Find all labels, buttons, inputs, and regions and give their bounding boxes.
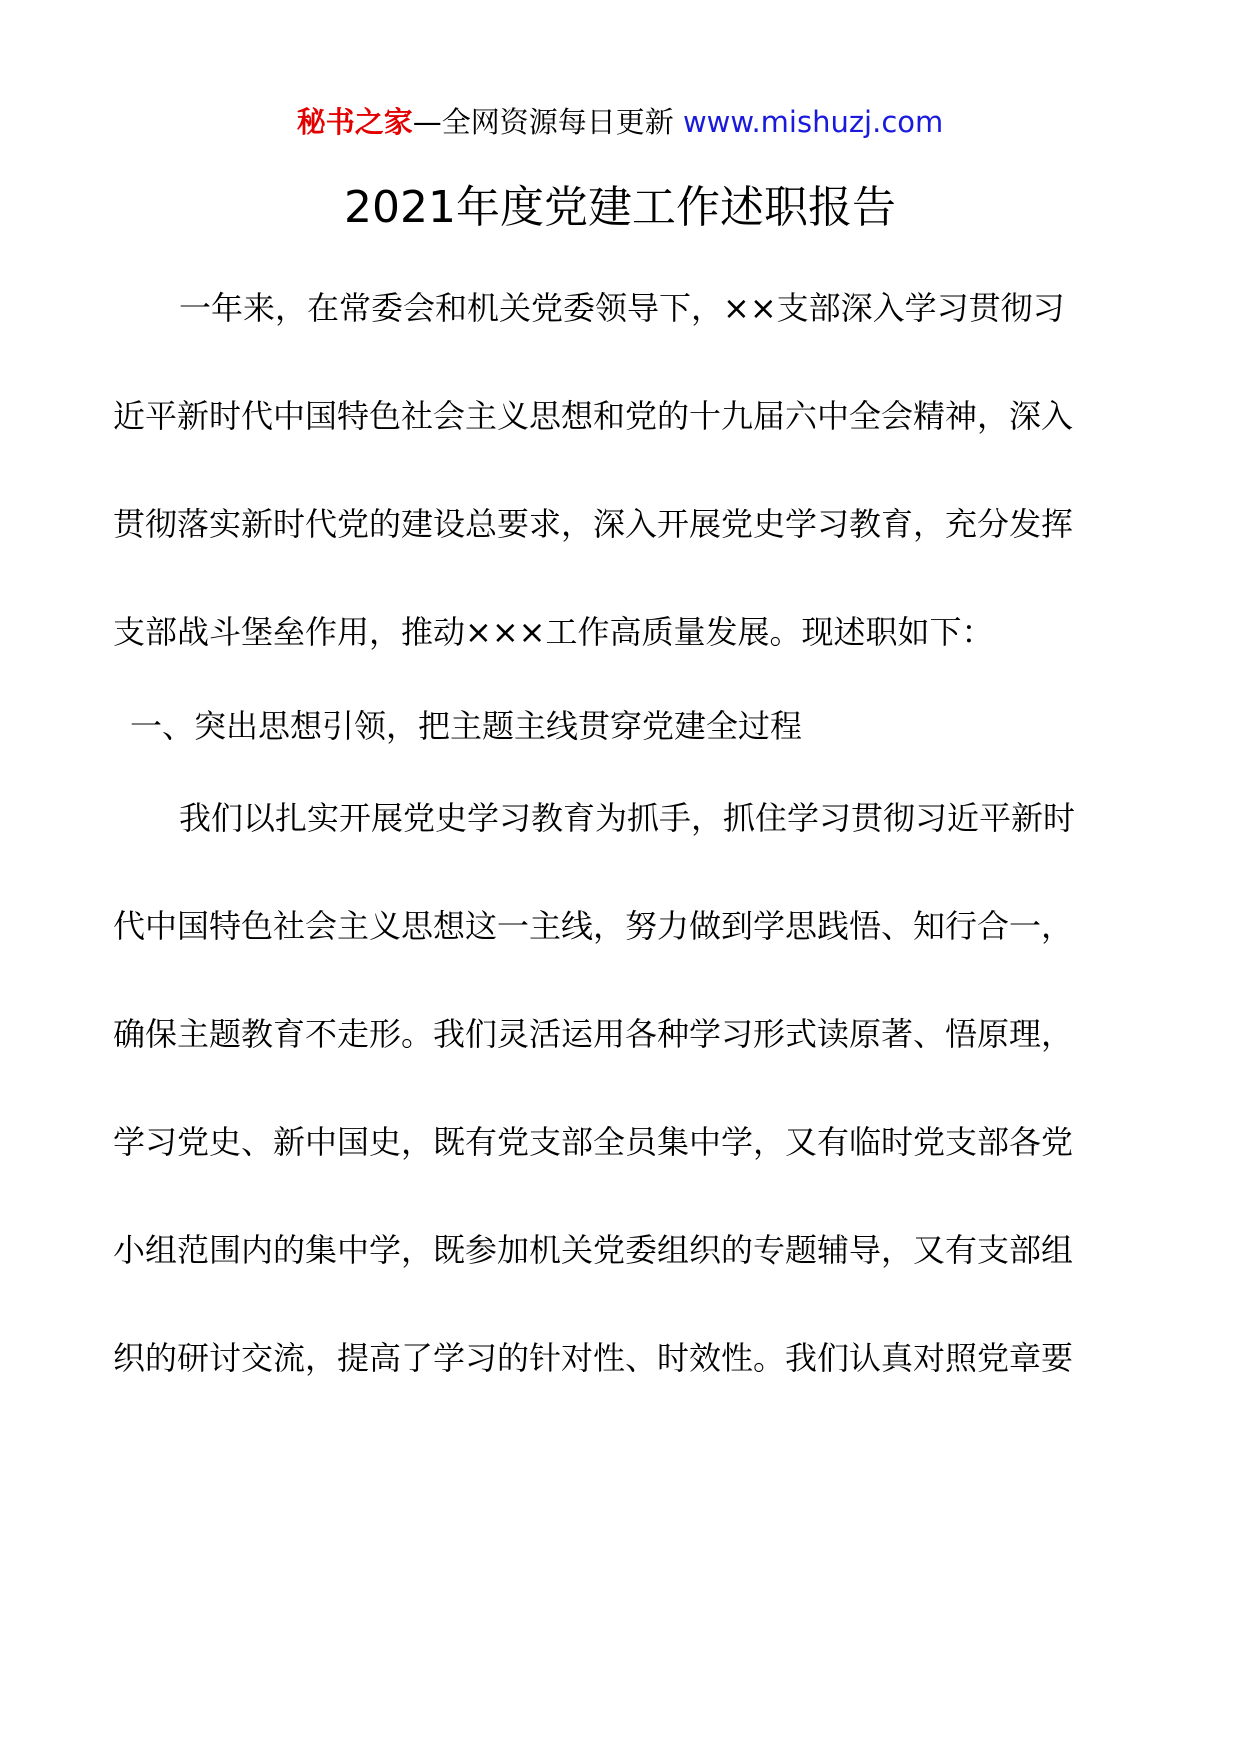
- document-title: 2021年度党建工作述职报告: [344, 182, 896, 233]
- intro-line-2: 近平新时代中国特色社会主义思想和党的十九届六中全会精神，深入: [113, 397, 1074, 435]
- intro-line-4: 支部战斗堡垒作用，推动×××工作高质量发展。现述职如下：: [113, 613, 994, 651]
- section-1-line-4: 学习党史、新中国史，既有党支部全员集中学，又有临时党支部各党: [113, 1123, 1074, 1161]
- section-1-line-5: 小组范围内的集中学，既参加机关党委组织的专题辅导，又有支部组: [113, 1231, 1074, 1269]
- section-1-heading: 一、突出思想引领，把主题主线贯穿党建全过程: [130, 707, 803, 745]
- site-url-link[interactable]: www.mishuzj.com: [682, 105, 944, 139]
- section-1-line-6: 织的研讨交流，提高了学习的针对性、时效性。我们认真对照党章要: [113, 1339, 1074, 1377]
- section-1-line-2: 代中国特色社会主义思想这一主线，努力做到学思践悟、知行合一，: [113, 907, 1074, 945]
- site-header: [0, 102, 1240, 142]
- section-1-line-1: 我们以扎实开展党史学习教育为抓手，抓住学习贯彻习近平新时: [179, 799, 1076, 837]
- intro-line-1: 一年来，在常委会和机关党委领导下，××支部深入学习贯彻习: [179, 289, 1065, 327]
- header-tagline: —全网资源每日更新: [412, 105, 674, 139]
- brand-name: 秘书之家: [296, 105, 413, 139]
- intro-line-3: 贯彻落实新时代党的建设总要求，深入开展党史学习教育，充分发挥: [113, 505, 1074, 543]
- section-1-line-3: 确保主题教育不走形。我们灵活运用各种学习形式读原著、悟原理，: [113, 1015, 1074, 1053]
